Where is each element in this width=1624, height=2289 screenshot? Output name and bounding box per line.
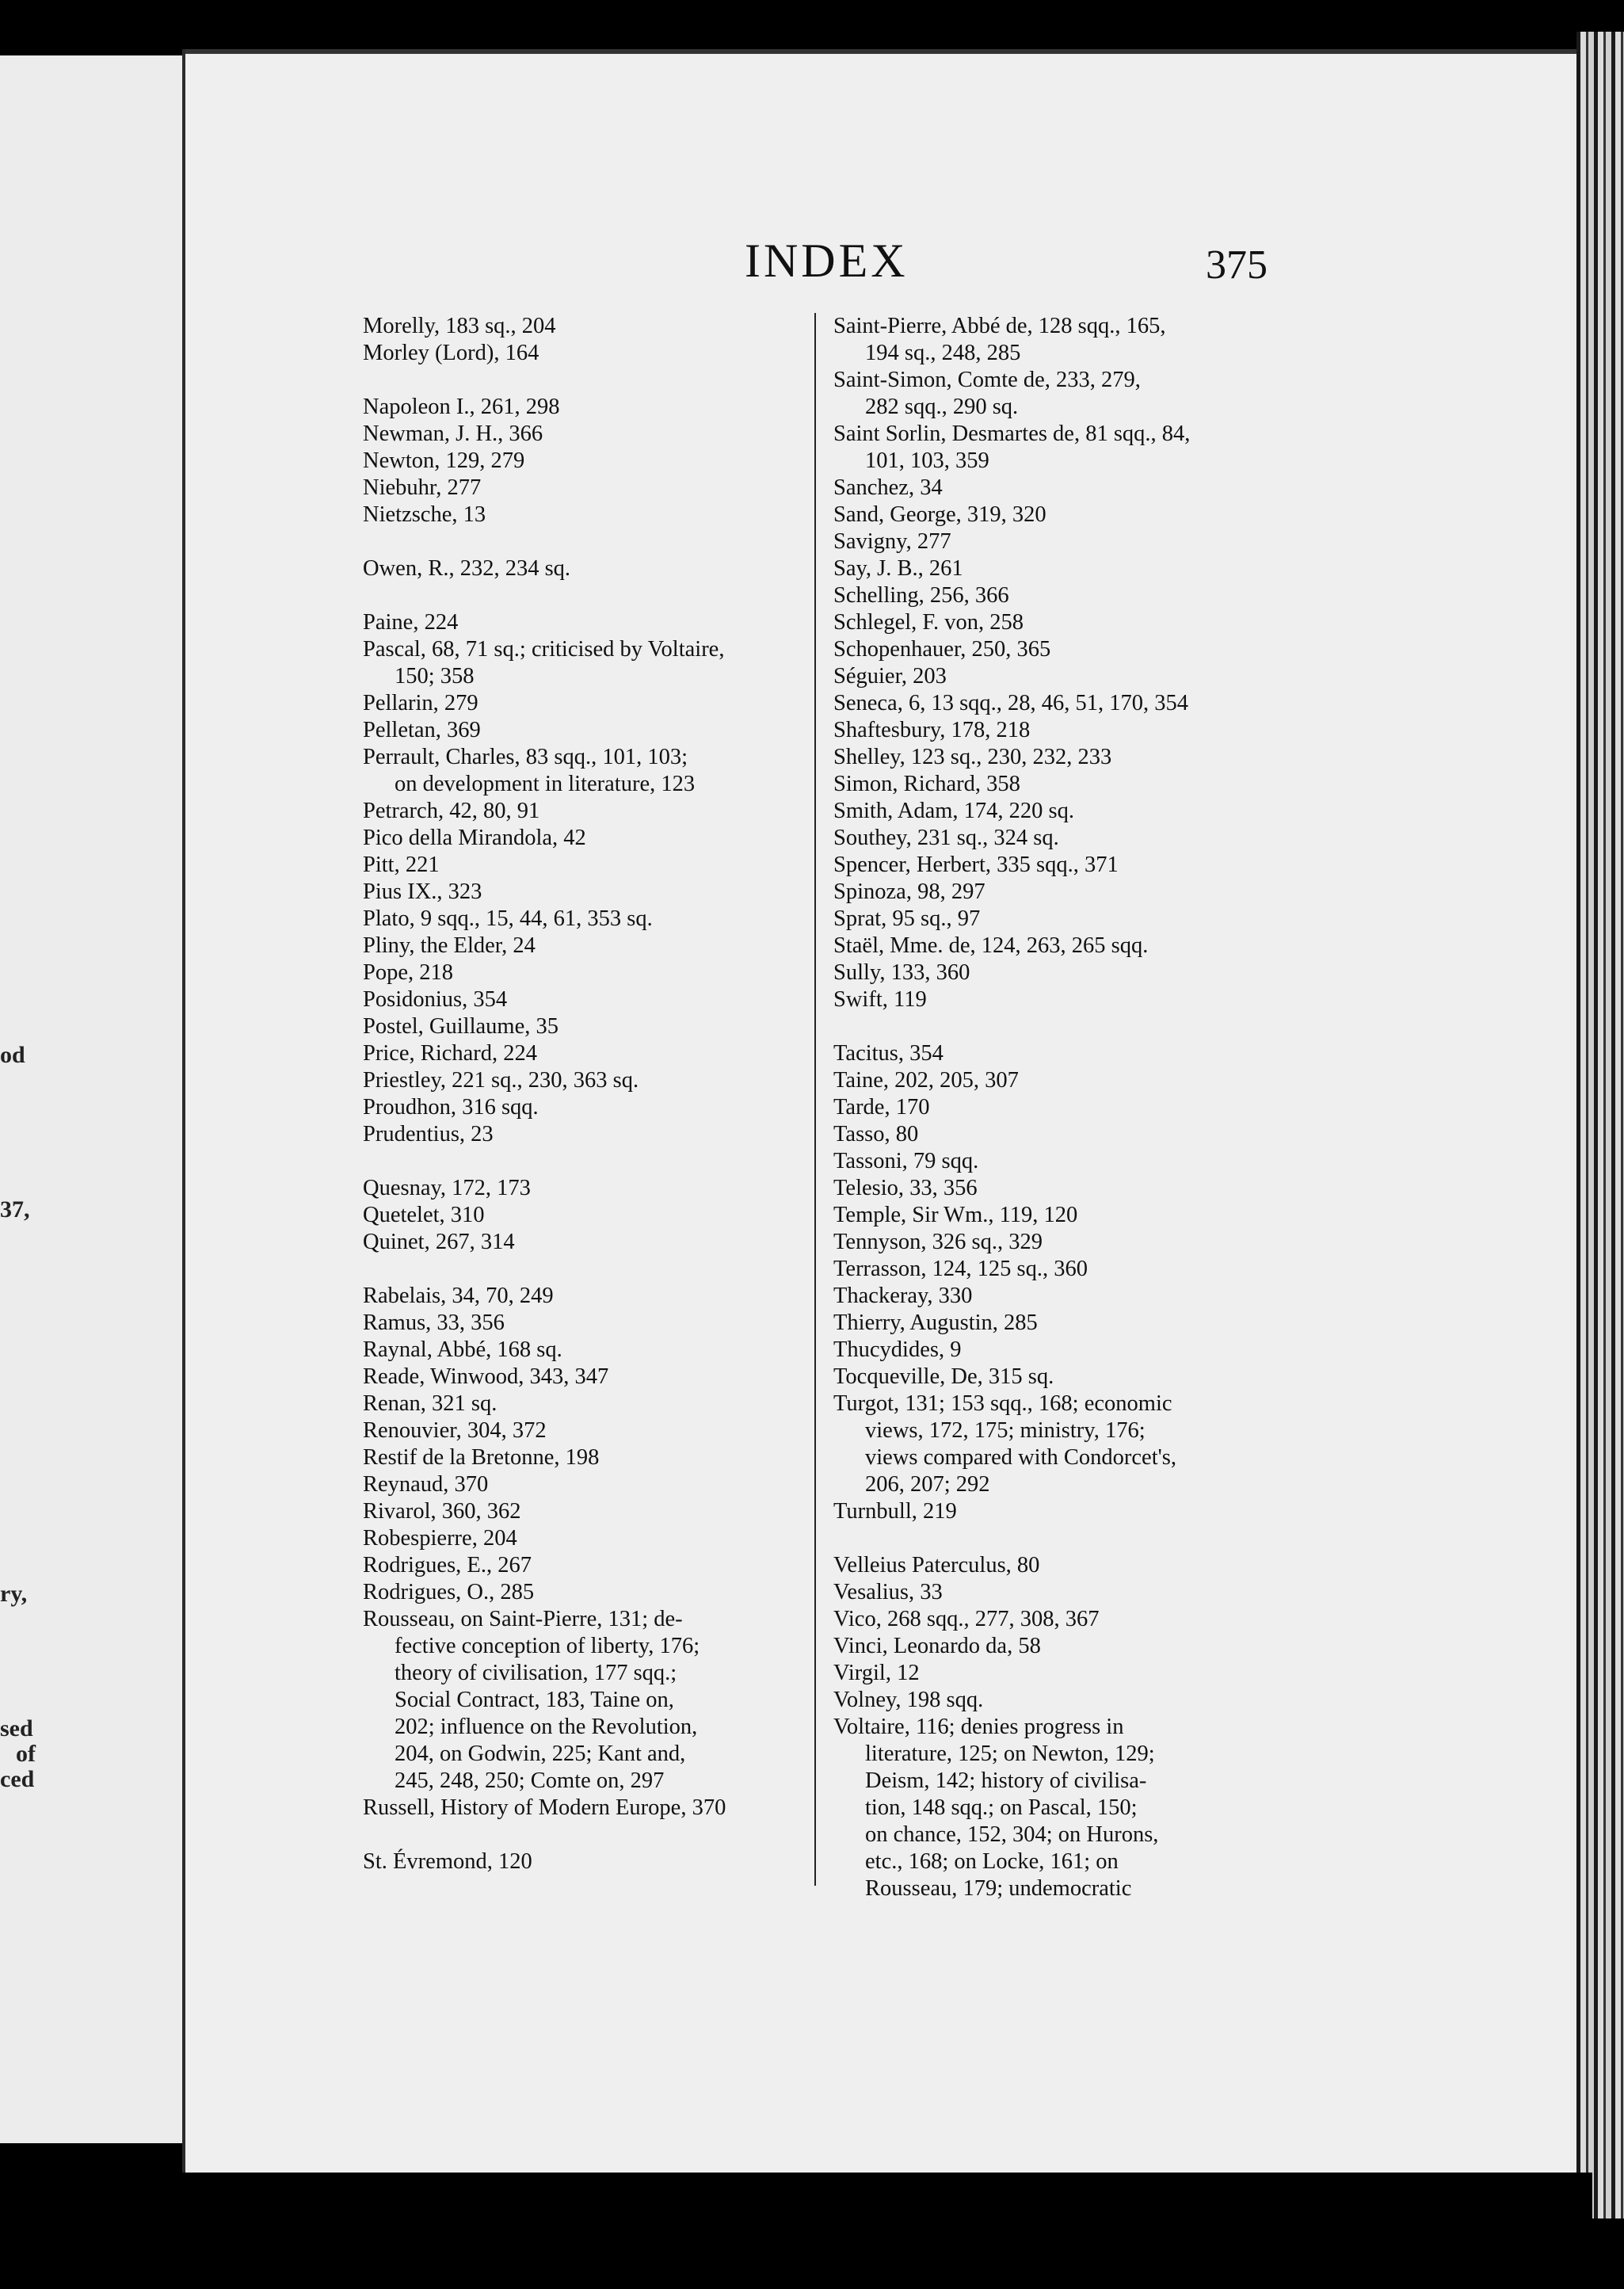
index-entry bbox=[833, 636, 1301, 663]
index-entry-line: Rodrigues, O., 285 bbox=[363, 1580, 535, 1604]
index-entry-line: Perrault, Charles, 83 sqq., 101, 103; bbox=[363, 745, 688, 769]
index-entry bbox=[363, 609, 814, 636]
index-entry bbox=[363, 1364, 814, 1391]
index-entry bbox=[363, 1229, 814, 1256]
index-entry-line: Nietzsche, 13 bbox=[363, 502, 486, 527]
index-entry-line: Spencer, Herbert, 335 sqq., 371 bbox=[833, 853, 1119, 877]
index-entry-line: Seneca, 6, 13 sqq., 28, 46, 51, 170, 354 bbox=[833, 691, 1189, 715]
index-entry bbox=[833, 852, 1301, 879]
index-entry-continuation: Deism, 142; history of civilisa- bbox=[865, 1768, 1147, 1793]
index-entry-line: Pellarin, 279 bbox=[363, 691, 478, 715]
index-entry-line: Newman, J. H., 366 bbox=[363, 422, 543, 446]
index-entry-line: Morley (Lord), 164 bbox=[363, 341, 539, 365]
index-entry-continuation: tion, 148 sqq.; on Pascal, 150; bbox=[865, 1795, 1138, 1820]
index-entry-line: Rivarol, 360, 362 bbox=[363, 1499, 521, 1524]
index-entry-line: Quinet, 267, 314 bbox=[363, 1230, 515, 1254]
index-entry bbox=[363, 1525, 814, 1552]
index-entry-line: Quesnay, 172, 173 bbox=[363, 1176, 531, 1200]
index-entry bbox=[363, 1175, 814, 1202]
index-entry bbox=[833, 1256, 1301, 1283]
index-entry-continuation: 150; 358 bbox=[395, 664, 475, 689]
index-entry-line: St. Évremond, 120 bbox=[363, 1849, 532, 1874]
index-entry bbox=[833, 1633, 1301, 1660]
index-entry bbox=[363, 1013, 814, 1040]
page-top-shadow bbox=[185, 49, 1595, 54]
index-entry bbox=[833, 1094, 1301, 1121]
index-entry-line: Postel, Guillaume, 35 bbox=[363, 1014, 558, 1039]
index-entry-continuation: views compared with Condorcet's, bbox=[865, 1445, 1176, 1470]
index-entry bbox=[363, 1848, 814, 1875]
index-entry bbox=[363, 798, 814, 825]
index-entry-continuation: etc., 168; on Locke, 161; on bbox=[865, 1849, 1119, 1874]
entry-gap bbox=[363, 1256, 814, 1283]
index-entry-line: Rousseau, on Saint-Pierre, 131; de- bbox=[363, 1607, 683, 1631]
scan-bottom-margin bbox=[182, 2173, 1592, 2289]
left-page-edge bbox=[0, 55, 202, 2143]
index-entry-line: Plato, 9 sqq., 15, 44, 61, 353 sq. bbox=[363, 906, 653, 931]
index-entry-line: Schopenhauer, 250, 365 bbox=[833, 637, 1051, 662]
index-entry bbox=[833, 717, 1301, 744]
index-entry bbox=[833, 1364, 1301, 1391]
index-entry-continuation: 202; influence on the Revolution, bbox=[395, 1715, 698, 1739]
index-entry-line: Thucydides, 9 bbox=[833, 1337, 962, 1362]
entry-gap bbox=[363, 582, 814, 609]
index-entry bbox=[363, 502, 814, 528]
index-entry-line: Tocqueville, De, 315 sq. bbox=[833, 1364, 1054, 1389]
index-entry bbox=[833, 1310, 1301, 1337]
entry-gap bbox=[363, 367, 814, 394]
index-entry bbox=[833, 690, 1301, 717]
index-entry bbox=[363, 933, 814, 959]
index-entry-line: Raynal, Abbé, 168 sq. bbox=[363, 1337, 562, 1362]
index-entry-continuation: Social Contract, 183, Taine on, bbox=[395, 1688, 674, 1712]
index-entry-line: Séguier, 203 bbox=[833, 664, 947, 689]
margin-fragment: of bbox=[16, 1741, 36, 1767]
index-entry bbox=[833, 1202, 1301, 1229]
index-entry bbox=[363, 1471, 814, 1498]
index-entry-line: Staël, Mme. de, 124, 263, 265 sqq. bbox=[833, 933, 1149, 958]
index-entry bbox=[833, 582, 1301, 609]
index-entry bbox=[363, 986, 814, 1013]
column-divider bbox=[814, 313, 816, 1886]
index-entry-line: Pelletan, 369 bbox=[363, 718, 481, 742]
index-entry-line: Savigny, 277 bbox=[833, 529, 951, 554]
index-entry bbox=[363, 1283, 814, 1310]
index-entry bbox=[833, 1606, 1301, 1633]
index-entry bbox=[833, 798, 1301, 825]
index-entry-line: Pliny, the Elder, 24 bbox=[363, 933, 536, 958]
index-entry-continuation: Rousseau, 179; undemocratic bbox=[865, 1876, 1132, 1901]
index-entry bbox=[833, 313, 1301, 367]
index-entry bbox=[363, 1040, 814, 1067]
index-entry bbox=[363, 1067, 814, 1094]
index-entry bbox=[363, 555, 814, 582]
page-stack-edge bbox=[1576, 32, 1624, 2218]
index-entry bbox=[833, 1660, 1301, 1687]
index-entry bbox=[833, 1579, 1301, 1606]
index-entry bbox=[833, 825, 1301, 852]
index-entry-continuation: views, 172, 175; ministry, 176; bbox=[865, 1418, 1146, 1443]
index-entry bbox=[363, 852, 814, 879]
index-entry-line: Sanchez, 34 bbox=[833, 475, 943, 500]
index-entry-line: Velleius Paterculus, 80 bbox=[833, 1553, 1040, 1578]
index-entry bbox=[833, 959, 1301, 986]
index-entry-continuation: 204, on Godwin, 225; Kant and, bbox=[395, 1742, 686, 1766]
index-entry-line: Pius IX., 323 bbox=[363, 879, 482, 904]
index-entry bbox=[363, 1094, 814, 1121]
index-entry-continuation: 101, 103, 359 bbox=[865, 448, 989, 473]
entry-gap bbox=[363, 1148, 814, 1175]
index-entry-line: Simon, Richard, 358 bbox=[833, 772, 1020, 796]
index-entry-line: Ramus, 33, 356 bbox=[363, 1310, 505, 1335]
index-entry bbox=[363, 879, 814, 906]
index-entry bbox=[833, 771, 1301, 798]
index-entry-line: Quetelet, 310 bbox=[363, 1203, 485, 1227]
index-entry bbox=[833, 744, 1301, 771]
index-entry-line: Vinci, Leonardo da, 58 bbox=[833, 1634, 1041, 1658]
index-entry bbox=[363, 959, 814, 986]
index-entry-line: Pitt, 221 bbox=[363, 853, 440, 877]
index-entry-line: Schlegel, F. von, 258 bbox=[833, 610, 1024, 635]
index-entry-line: Shelley, 123 sq., 230, 232, 233 bbox=[833, 745, 1112, 769]
index-entry-line: Napoleon I., 261, 298 bbox=[363, 395, 560, 419]
index-entry bbox=[833, 1148, 1301, 1175]
index-entry bbox=[363, 636, 814, 690]
index-entry bbox=[363, 394, 814, 421]
index-entry-line: Robespierre, 204 bbox=[363, 1526, 517, 1551]
index-entry-line: Proudhon, 316 sqq. bbox=[363, 1095, 539, 1120]
index-entry-line: Owen, R., 232, 234 sq. bbox=[363, 556, 571, 581]
index-entry bbox=[363, 1121, 814, 1148]
index-entry bbox=[363, 1795, 814, 1822]
index-entry-line: Tennyson, 326 sq., 329 bbox=[833, 1230, 1043, 1254]
index-entry bbox=[363, 313, 814, 340]
index-entry-line: Tasso, 80 bbox=[833, 1122, 919, 1146]
index-entry bbox=[363, 340, 814, 367]
index-entry-line: Telesio, 33, 356 bbox=[833, 1176, 978, 1200]
index-entry-line: Price, Richard, 224 bbox=[363, 1041, 538, 1066]
margin-fragment: od bbox=[0, 1042, 25, 1068]
index-entry bbox=[363, 825, 814, 852]
index-entry bbox=[833, 879, 1301, 906]
index-entry-continuation: on chance, 152, 304; on Hurons, bbox=[865, 1822, 1159, 1847]
index-entry-continuation: 282 sqq., 290 sq. bbox=[865, 395, 1019, 419]
index-entry-continuation: on development in literature, 123 bbox=[395, 772, 696, 796]
index-entry-line: Virgil, 12 bbox=[833, 1661, 920, 1685]
index-entry-line: Vesalius, 33 bbox=[833, 1580, 943, 1604]
index-entry-line: Smith, Adam, 174, 220 sq. bbox=[833, 799, 1075, 823]
index-entry bbox=[363, 475, 814, 502]
index-entry bbox=[833, 1498, 1301, 1525]
index-entry-line: Thackeray, 330 bbox=[833, 1284, 973, 1308]
margin-fragment: sed bbox=[0, 1715, 33, 1742]
margin-fragment: ced bbox=[0, 1766, 35, 1792]
index-entry-line: Renouvier, 304, 372 bbox=[363, 1418, 547, 1443]
index-entry-line: Pope, 218 bbox=[363, 960, 453, 985]
index-entry-line: Newton, 129, 279 bbox=[363, 448, 525, 473]
index-entry bbox=[833, 933, 1301, 959]
index-entry bbox=[833, 502, 1301, 528]
index-entry-continuation: 206, 207; 292 bbox=[865, 1472, 990, 1497]
entry-gap bbox=[833, 1525, 1301, 1552]
index-entry-line: Tassoni, 79 sqq. bbox=[833, 1149, 979, 1173]
index-entry-line: Saint Sorlin, Desmartes de, 81 sqq., 84, bbox=[833, 422, 1191, 446]
index-entry bbox=[833, 1067, 1301, 1094]
index-entry-line: Say, J. B., 261 bbox=[833, 556, 963, 581]
index-entry-line: Shaftesbury, 178, 218 bbox=[833, 718, 1031, 742]
index-entry-line: Thierry, Augustin, 285 bbox=[833, 1310, 1038, 1335]
index-entry-line: Reade, Winwood, 343, 347 bbox=[363, 1364, 609, 1389]
index-entry bbox=[363, 1391, 814, 1417]
index-entry-line: Prudentius, 23 bbox=[363, 1122, 494, 1146]
index-column-left bbox=[363, 313, 814, 1875]
index-entry-line: Sully, 133, 360 bbox=[833, 960, 970, 985]
index-entry bbox=[833, 1337, 1301, 1364]
index-entry bbox=[833, 1121, 1301, 1148]
index-entry-line: Sand, George, 319, 320 bbox=[833, 502, 1046, 527]
margin-fragment: ry, bbox=[0, 1581, 28, 1607]
index-entry-line: Rabelais, 34, 70, 249 bbox=[363, 1284, 554, 1308]
index-entry bbox=[833, 421, 1301, 475]
index-entry bbox=[833, 986, 1301, 1013]
index-entry bbox=[363, 1606, 814, 1795]
index-entry-line: Terrasson, 124, 125 sq., 360 bbox=[833, 1257, 1088, 1281]
index-entry-line: Schelling, 256, 366 bbox=[833, 583, 1009, 608]
entry-gap bbox=[363, 1822, 814, 1848]
page-title: INDEX bbox=[745, 235, 909, 287]
index-entry bbox=[363, 1552, 814, 1579]
index-entry bbox=[363, 1579, 814, 1606]
index-entry bbox=[833, 1040, 1301, 1067]
index-entry-line: Renan, 321 sq. bbox=[363, 1391, 497, 1416]
index-entry-continuation: literature, 125; on Newton, 129; bbox=[865, 1742, 1155, 1766]
index-entry-line: Spinoza, 98, 297 bbox=[833, 879, 985, 904]
index-entry bbox=[363, 1498, 814, 1525]
index-entry-line: Tarde, 170 bbox=[833, 1095, 930, 1120]
index-entry-continuation: 194 sq., 248, 285 bbox=[865, 341, 1021, 365]
index-entry-continuation: 245, 248, 250; Comte on, 297 bbox=[395, 1768, 665, 1793]
index-entry-line: Taine, 202, 205, 307 bbox=[833, 1068, 1019, 1093]
index-entry-line: Russell, History of Modern Europe, 370 bbox=[363, 1795, 726, 1820]
index-entry-line: Posidonius, 354 bbox=[363, 987, 508, 1012]
index-entry-line: Turgot, 131; 153 sqq., 168; economic bbox=[833, 1391, 1172, 1416]
index-entry-line: Pascal, 68, 71 sq.; criticised by Voltaire, bbox=[363, 637, 725, 662]
index-entry-line: Petrarch, 42, 80, 91 bbox=[363, 799, 540, 823]
index-entry bbox=[363, 1444, 814, 1471]
index-entry bbox=[833, 1552, 1301, 1579]
index-entry bbox=[363, 690, 814, 717]
index-entry-line: Turnbull, 219 bbox=[833, 1499, 957, 1524]
index-entry-line: Morelly, 183 sq., 204 bbox=[363, 314, 556, 338]
index-entry-line: Rodrigues, E., 267 bbox=[363, 1553, 532, 1578]
index-entry-continuation: theory of civilisation, 177 sqq.; bbox=[395, 1661, 677, 1685]
index-entry bbox=[833, 1391, 1301, 1498]
index-entry bbox=[833, 1687, 1301, 1714]
index-entry bbox=[363, 717, 814, 744]
index-entry-line: Priestley, 221 sq., 230, 363 sq. bbox=[363, 1068, 639, 1093]
index-entry-line: Reynaud, 370 bbox=[363, 1472, 489, 1497]
index-entry bbox=[833, 555, 1301, 582]
index-entry bbox=[363, 1202, 814, 1229]
index-entry bbox=[833, 1714, 1301, 1902]
index-entry bbox=[363, 906, 814, 933]
index-entry-line: Swift, 119 bbox=[833, 987, 927, 1012]
margin-fragment: 37, bbox=[0, 1196, 30, 1223]
index-entry bbox=[363, 744, 814, 798]
index-entry bbox=[833, 475, 1301, 502]
index-entry bbox=[833, 528, 1301, 555]
index-entry-line: Niebuhr, 277 bbox=[363, 475, 482, 500]
index-entry-line: Sprat, 95 sq., 97 bbox=[833, 906, 981, 931]
index-entry bbox=[833, 1283, 1301, 1310]
index-entry bbox=[833, 1175, 1301, 1202]
entry-gap bbox=[833, 1013, 1301, 1040]
page-number: 375 bbox=[1206, 242, 1268, 288]
index-entry bbox=[833, 906, 1301, 933]
index-entry-line: Paine, 224 bbox=[363, 610, 459, 635]
index-entry-line: Saint-Pierre, Abbé de, 128 sqq., 165, bbox=[833, 314, 1166, 338]
index-entry bbox=[363, 1417, 814, 1444]
index-entry bbox=[363, 1337, 814, 1364]
index-entry-line: Saint-Simon, Comte de, 233, 279, bbox=[833, 368, 1141, 392]
index-entry-line: Vico, 268 sqq., 277, 308, 367 bbox=[833, 1607, 1100, 1631]
index-entry bbox=[833, 663, 1301, 690]
index-entry-line: Temple, Sir Wm., 119, 120 bbox=[833, 1203, 1078, 1227]
index-entry bbox=[363, 448, 814, 475]
index-entry-line: Voltaire, 116; denies progress in bbox=[833, 1715, 1124, 1739]
index-entry-line: Volney, 198 sqq. bbox=[833, 1688, 984, 1712]
index-entry-line: Restif de la Bretonne, 198 bbox=[363, 1445, 600, 1470]
index-entry-line: Tacitus, 354 bbox=[833, 1041, 944, 1066]
index-column-right bbox=[833, 313, 1301, 1902]
index-entry bbox=[833, 367, 1301, 421]
index-entry bbox=[363, 1310, 814, 1337]
index-entry bbox=[833, 609, 1301, 636]
index-entry-line: Southey, 231 sq., 324 sq. bbox=[833, 826, 1059, 850]
index-entry bbox=[833, 1229, 1301, 1256]
index-entry bbox=[363, 421, 814, 448]
index-entry-line: Pico della Mirandola, 42 bbox=[363, 826, 586, 850]
entry-gap bbox=[363, 528, 814, 555]
index-entry-continuation: fective conception of liberty, 176; bbox=[395, 1634, 700, 1658]
